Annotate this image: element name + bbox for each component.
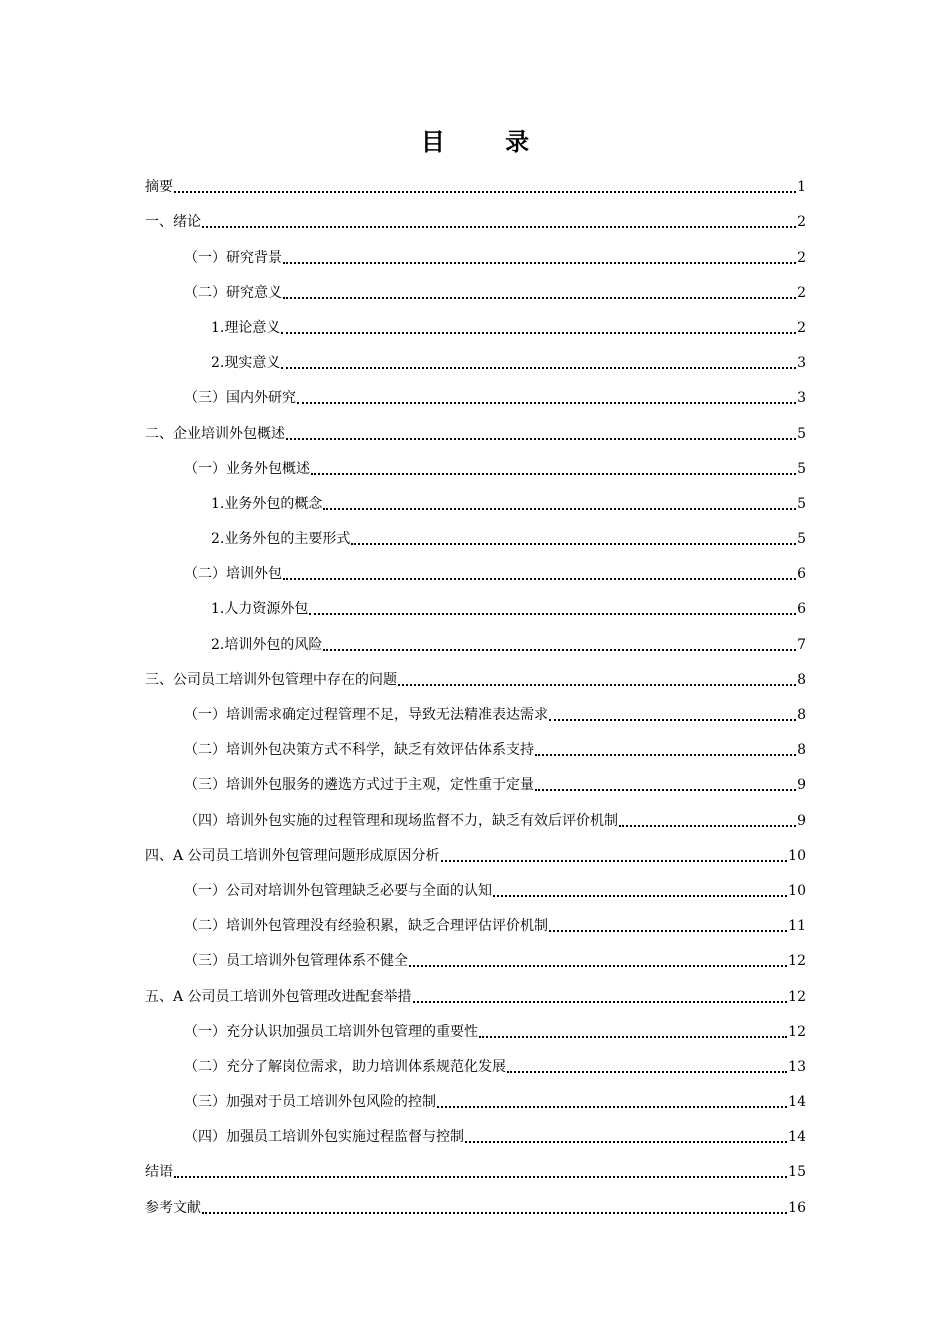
dot-leader [535,754,796,756]
toc-entry[interactable] [145,201,806,236]
dot-leader [479,1036,787,1038]
dot-leader [507,1071,787,1073]
toc-entry-title: （二）培训外包 [184,566,282,583]
toc-entry[interactable] [145,1116,806,1151]
dot-leader [309,613,796,615]
toc-entry-page-number: 12 [788,988,806,1005]
toc-entry-page-number: 9 [797,812,806,829]
toc-entry[interactable] [145,1046,806,1081]
toc-entry-page-number: 12 [788,953,806,970]
dot-leader [286,438,796,440]
toc-entry[interactable] [145,835,806,870]
toc-entry-page-number: 6 [797,601,806,618]
toc-entry[interactable] [145,448,806,483]
toc-entry-page-number: 5 [797,495,806,512]
dot-leader [283,297,796,299]
toc-title: 目 录 [420,127,556,156]
dot-leader [409,965,787,967]
toc-entry-title: 1.理论意义 [211,319,281,336]
toc-entry-title: （四）培训外包实施的过程管理和现场监督不力，缺乏有效后评价机制 [184,812,618,829]
toc-entry[interactable] [145,483,806,518]
dot-leader [283,578,796,580]
toc-entry-title: （一）业务外包概述 [184,460,310,477]
toc-entry-page-number: 13 [788,1058,806,1075]
toc-entry-page-number: 16 [788,1199,806,1216]
toc-entry-title: （一）研究背景 [184,249,282,266]
toc-entry-title: 四、A 公司员工培训外包管理问题形成原因分析 [145,847,440,864]
toc-entry-title: 1.人力资源外包 [211,601,309,618]
toc-entry-page-number: 12 [788,1023,806,1040]
toc-entry-title: （三）员工培训外包管理体系不健全 [184,953,408,970]
dot-leader [174,1176,787,1178]
dot-leader [323,649,796,651]
toc-entry-page-number: 8 [797,707,806,723]
toc-entry-page-number: 3 [797,355,806,372]
toc-entry[interactable] [145,870,806,905]
toc-entry[interactable] [145,729,806,764]
toc-entry-page-number: 5 [797,531,806,548]
dot-leader [535,789,796,791]
toc-entry-page-number: 7 [797,636,806,653]
toc-entry[interactable] [145,553,806,588]
toc-entry-title: （一）培训需求确定过程管理不足，导致无法精准表达需求 [184,707,548,723]
toc-entry[interactable] [145,905,806,940]
toc-entry-page-number: 6 [797,566,806,583]
toc-entry[interactable] [145,1151,806,1186]
toc-entry-page-number: 10 [788,847,806,864]
toc-entry[interactable] [145,1081,806,1116]
dot-leader [351,543,796,545]
toc-entry-title: （二）培训外包决策方式不科学，缺乏有效评估体系支持 [184,742,534,759]
dot-leader [323,508,796,510]
toc-entry-title: （三）加强对于员工培训外包风险的控制 [184,1094,436,1111]
toc-entry[interactable] [145,307,806,342]
toc-entry-page-number: 11 [788,918,806,935]
dot-leader [465,1141,787,1143]
toc-entry-title: 一、绪论 [145,214,201,231]
toc-entry-page-number: 10 [788,882,806,899]
dot-leader [441,860,788,862]
dot-leader [281,332,796,334]
toc-entry[interactable] [145,518,806,553]
toc-entry[interactable] [145,940,806,975]
dot-leader [398,684,796,686]
toc-entry-page-number: 15 [788,1164,806,1181]
table-of-contents [145,166,806,1222]
dot-leader [281,367,796,369]
toc-entry-page-number: 5 [797,425,806,442]
dot-leader [202,1212,787,1214]
toc-entry[interactable] [145,659,806,694]
toc-entry[interactable] [145,1011,806,1046]
toc-entry-page-number: 8 [797,742,806,759]
toc-entry-title: （一）公司对培训外包管理缺乏必要与全面的认知 [184,882,492,899]
toc-entry-page-number: 9 [797,777,806,794]
toc-entry[interactable] [145,694,806,729]
toc-entry-title: （二）研究意义 [184,284,282,301]
toc-entry-page-number: 8 [797,671,806,688]
toc-entry[interactable] [145,799,806,834]
toc-entry-page-number: 14 [788,1094,806,1111]
toc-entry-page-number: 3 [797,390,806,407]
dot-leader [493,895,787,897]
dot-leader [549,719,796,721]
toc-entry-title: 三、公司员工培训外包管理中存在的问题 [145,671,397,688]
toc-entry-title: 2.现实意义 [211,355,281,372]
toc-entry[interactable] [145,342,806,377]
toc-entry[interactable] [145,166,806,201]
toc-entry-title: 2.培训外包的风险 [211,636,323,653]
toc-entry-title: （三）国内外研究 [184,390,296,407]
dot-leader [619,825,796,827]
dot-leader [297,402,796,404]
dot-leader [283,262,796,264]
toc-entry-title: （一）充分认识加强员工培训外包管理的重要性 [184,1023,478,1040]
toc-entry-title: 参考文献 [145,1199,201,1216]
dot-leader [549,930,787,932]
dot-leader [202,226,796,228]
dot-leader [174,191,796,193]
toc-entry[interactable] [145,412,806,447]
toc-entry[interactable] [145,975,806,1010]
toc-entry-page-number: 2 [797,249,806,266]
toc-entry-page-number: 14 [788,1129,806,1146]
toc-entry-title: 摘要 [145,179,173,196]
toc-entry-title: 五、A 公司员工培训外包管理改进配套举措 [145,988,412,1005]
toc-entry-title: 1.业务外包的概念 [211,495,323,512]
toc-entry-page-number: 1 [797,179,806,196]
toc-entry[interactable] [145,764,806,799]
dot-leader [413,1001,788,1003]
toc-entry-page-number: 5 [797,460,806,477]
toc-entry-title: （四）加强员工培训外包实施过程监督与控制 [184,1129,464,1146]
toc-entry-page-number: 2 [797,214,806,231]
toc-entry-title: （二）培训外包管理没有经验积累，缺乏合理评估评价机制 [184,918,548,935]
toc-entry-title: 2.业务外包的主要形式 [211,531,351,548]
dot-leader [311,473,796,475]
toc-entry[interactable] [145,377,806,412]
toc-entry[interactable] [145,588,806,623]
dot-leader [437,1106,787,1108]
toc-entry-title: （二）充分了解岗位需求，助力培训体系规范化发展 [184,1058,506,1075]
toc-entry-title: 结语 [145,1164,173,1181]
toc-entry-title: 二、企业培训外包概述 [145,425,285,442]
toc-entry-page-number: 2 [797,319,806,336]
toc-entry-title: （三）培训外包服务的遴选方式过于主观，定性重于定量 [184,777,534,794]
toc-entry[interactable] [145,272,806,307]
toc-entry[interactable] [145,236,806,271]
toc-entry[interactable] [145,1186,806,1221]
toc-entry[interactable] [145,623,806,658]
toc-entry-page-number: 2 [797,284,806,301]
